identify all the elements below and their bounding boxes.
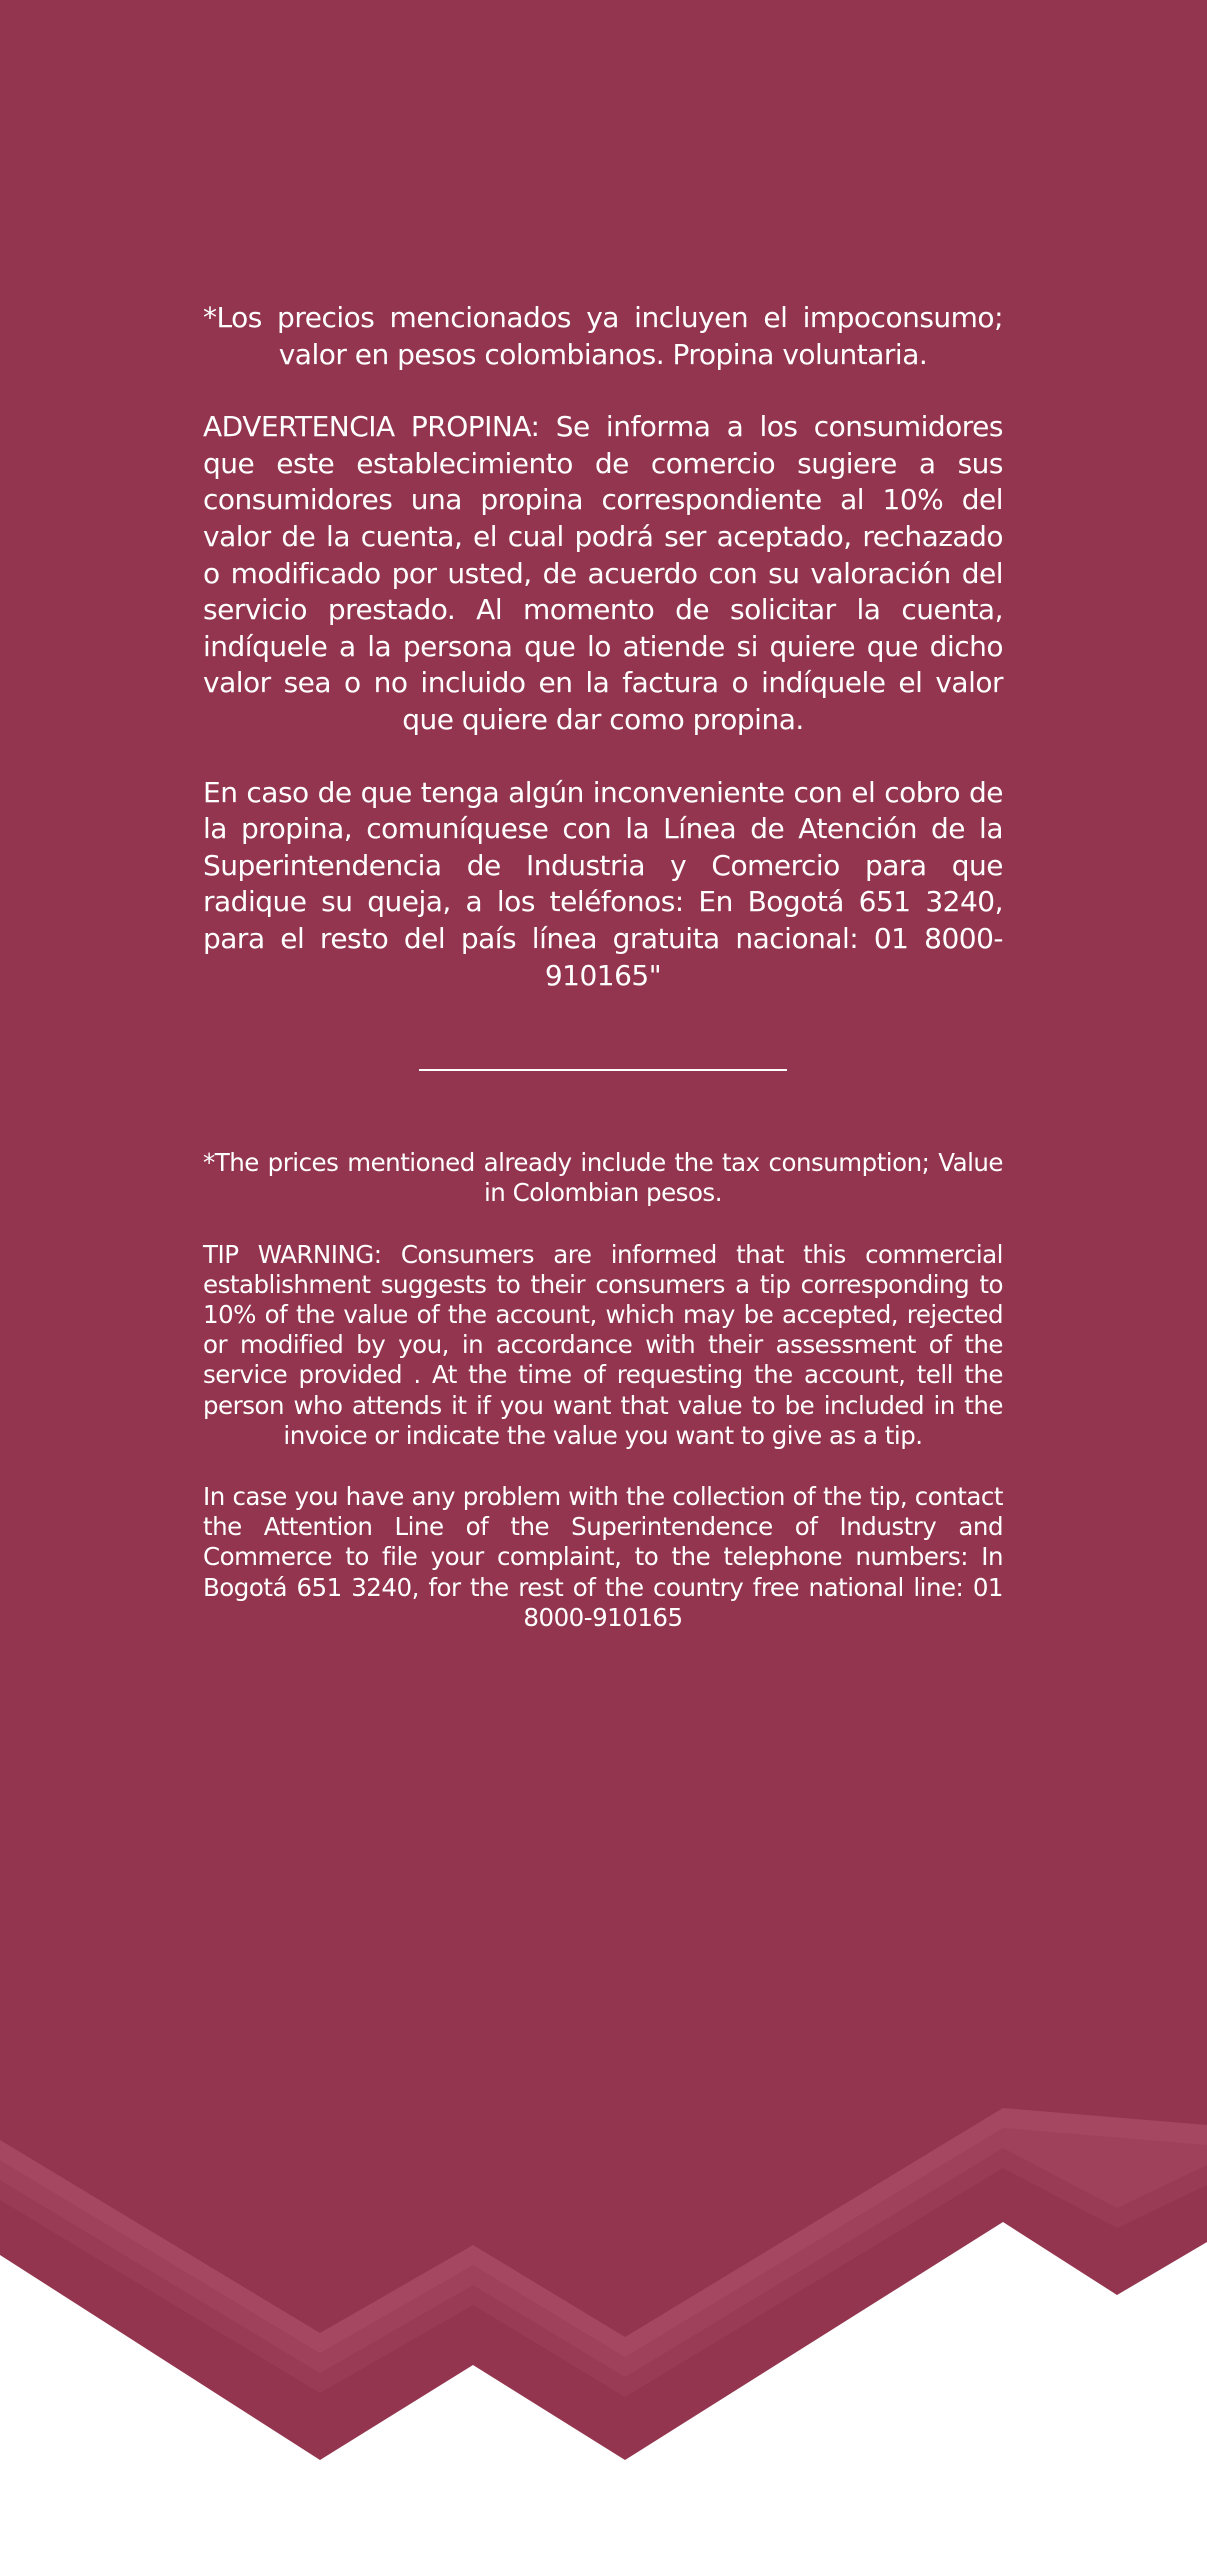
english-complaint-info: In case you have any problem with the collection of the tip, contact the Attention Line of the Superintendence of Industry and Commerce to file your complaint, to the telephone numbers: In Bogotá 651 3240, for the rest of the country free national line: 01 8000-910165 (203, 1481, 1003, 1632)
english-price-note: *The prices mentioned already include the tax consumption; Value in Colombian pesos. (203, 1148, 1003, 1208)
legal-text-block (203, 300, 1003, 1633)
spanish-tip-warning: ADVERTENCIA PROPINA: Se informa a los consumidores que este establecimiento de comercio sugiere a sus consumidores una propina correspondiente al 10% del valor de la cuenta, el cual podrá ser aceptado, rechazado o modificado por usted, de acuerdo con su valoración del servicio prestado. Al momento de solicitar la cuenta, indíquele a la persona que lo atiende si quiere que dicho valor sea o no incluido en la factura o indíquele el valor que quiere dar como propina. (203, 410, 1003, 736)
english-tip-warning: TIP WARNING: Consumers are informed that this commercial establishment suggests to their consumers a tip corresponding to 10% of the value of the account, which may be accepted, rejected or modified by you, in accordance with their assessment of the service provided . At the time of requesting the account, tell the person who attends it if you want that value to be included in the invoice or indicate the value you want to give as a tip. (203, 1239, 1003, 1450)
spanish-price-note: *Los precios mencionados ya incluyen el impoconsumo; valor en pesos colombianos. Propina voluntaria. (203, 301, 1003, 371)
spanish-section (203, 300, 1003, 994)
section-divider (419, 1069, 787, 1071)
spanish-complaint-info: En caso de que tenga algún inconveniente con el cobro de la propina, comuníquese con la Línea de Atención de la Superintendencia de Industria y Comercio para que radique su queja, a los teléfonos: En Bogotá 651 3240, para el resto del país línea gratuita nacional: 01 8000-910165" (203, 775, 1003, 992)
english-section (203, 1148, 1003, 1633)
